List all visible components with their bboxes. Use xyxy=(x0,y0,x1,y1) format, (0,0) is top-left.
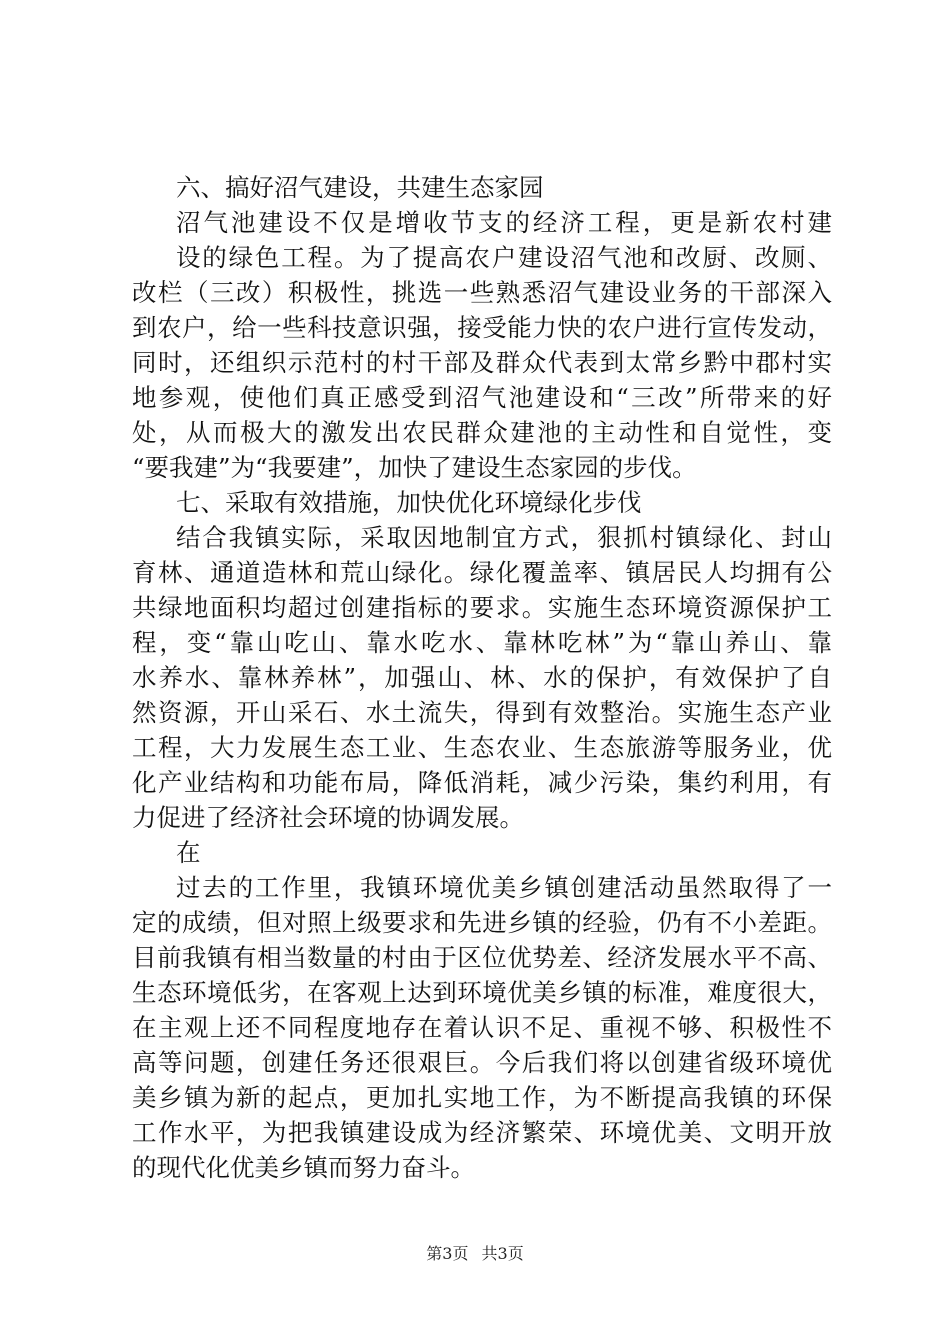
paragraph-line: 工作水平，为把我镇建设成为经济繁荣、环境优美、文明开放 xyxy=(132,1118,832,1147)
paragraph-line: 处，从而极大的激发出农民群众建池的主动性和自觉性，变 xyxy=(132,418,832,447)
paragraph-line: 在主观上还不同程度地存在着认识不足、重视不够、积极性不 xyxy=(132,1013,832,1042)
paragraph-line: 美乡镇为新的起点，更加扎实地工作，为不断提高我镇的环保 xyxy=(132,1083,832,1112)
paragraph-line: 水养水、靠林养林”，加强山、林、水的保护，有效保护了自 xyxy=(132,663,832,692)
paragraph-line: 结合我镇实际，采取因地制宜方式，狠抓村镇绿化、封山 xyxy=(176,523,832,552)
document-body xyxy=(132,170,832,1185)
paragraph-line: “要我建”为“我要建”，加快了建设生态家园的步伐。 xyxy=(132,453,697,482)
page-number-current: 第3页 xyxy=(426,1244,469,1263)
paragraph-line: 化产业结构和功能布局，降低消耗，减少污染，集约利用，有 xyxy=(132,768,832,797)
paragraph-line: 育林、通道造林和荒山绿化。绿化覆盖率、镇居民人均拥有公 xyxy=(132,558,832,587)
paragraph-line: 同时，还组织示范村的村干部及群众代表到太常乡黔中郡村实 xyxy=(132,348,832,377)
paragraph-line: 力促进了经济社会环境的协调发展。 xyxy=(132,803,524,832)
paragraph-line: 工程，大力发展生态工业、生态农业、生态旅游等服务业，优 xyxy=(132,733,832,762)
page-footer xyxy=(0,1243,950,1265)
section-heading-7: 七、采取有效措施，加快优化环境绿化步伐 xyxy=(176,488,642,517)
paragraph-line: 目前我镇有相当数量的村由于区位优势差、经济发展水平不高、 xyxy=(132,943,832,972)
section-heading-6: 六、搞好沼气建设，共建生态家园 xyxy=(176,173,544,202)
paragraph-line: 设的绿色工程。为了提高农户建设沼气池和改厨、改厕、 xyxy=(176,243,832,272)
paragraph-line: 到农户，给一些科技意识强，接受能力快的农户进行宣传发动， xyxy=(132,313,832,342)
paragraph-line: 程，变“靠山吃山、靠水吃水、靠林吃林”为“靠山养山、靠 xyxy=(132,628,832,657)
paragraph-line: 高等问题，创建任务还很艰巨。今后我们将以创建省级环境优 xyxy=(132,1048,832,1077)
paragraph-line: 地参观，使他们真正感受到沼气池建设和“三改”所带来的好 xyxy=(132,383,832,412)
paragraph-line: 定的成绩，但对照上级要求和先进乡镇的经验，仍有不小差距。 xyxy=(132,908,832,937)
paragraph-line: 共绿地面积均超过创建指标的要求。实施生态环境资源保护工 xyxy=(132,593,832,622)
paragraph-line: 过去的工作里，我镇环境优美乡镇创建活动虽然取得了一 xyxy=(176,873,832,902)
paragraph-line: 改栏（三改）积极性，挑选一些熟悉沼气建设业务的干部深入 xyxy=(132,278,832,307)
paragraph-line: 的现代化优美乡镇而努力奋斗。 xyxy=(132,1153,475,1182)
paragraph-line: 生态环境低劣，在客观上达到环境优美乡镇的标准，难度很大， xyxy=(132,978,832,1007)
closing-first-word: 在 xyxy=(176,838,201,867)
paragraph-line: 然资源，开山采石、水土流失，得到有效整治。实施生态产业 xyxy=(132,698,832,727)
paragraph-line: 沼气池建设不仅是增收节支的经济工程，更是新农村建 xyxy=(176,208,832,237)
page-number-total: 共3页 xyxy=(481,1244,524,1263)
